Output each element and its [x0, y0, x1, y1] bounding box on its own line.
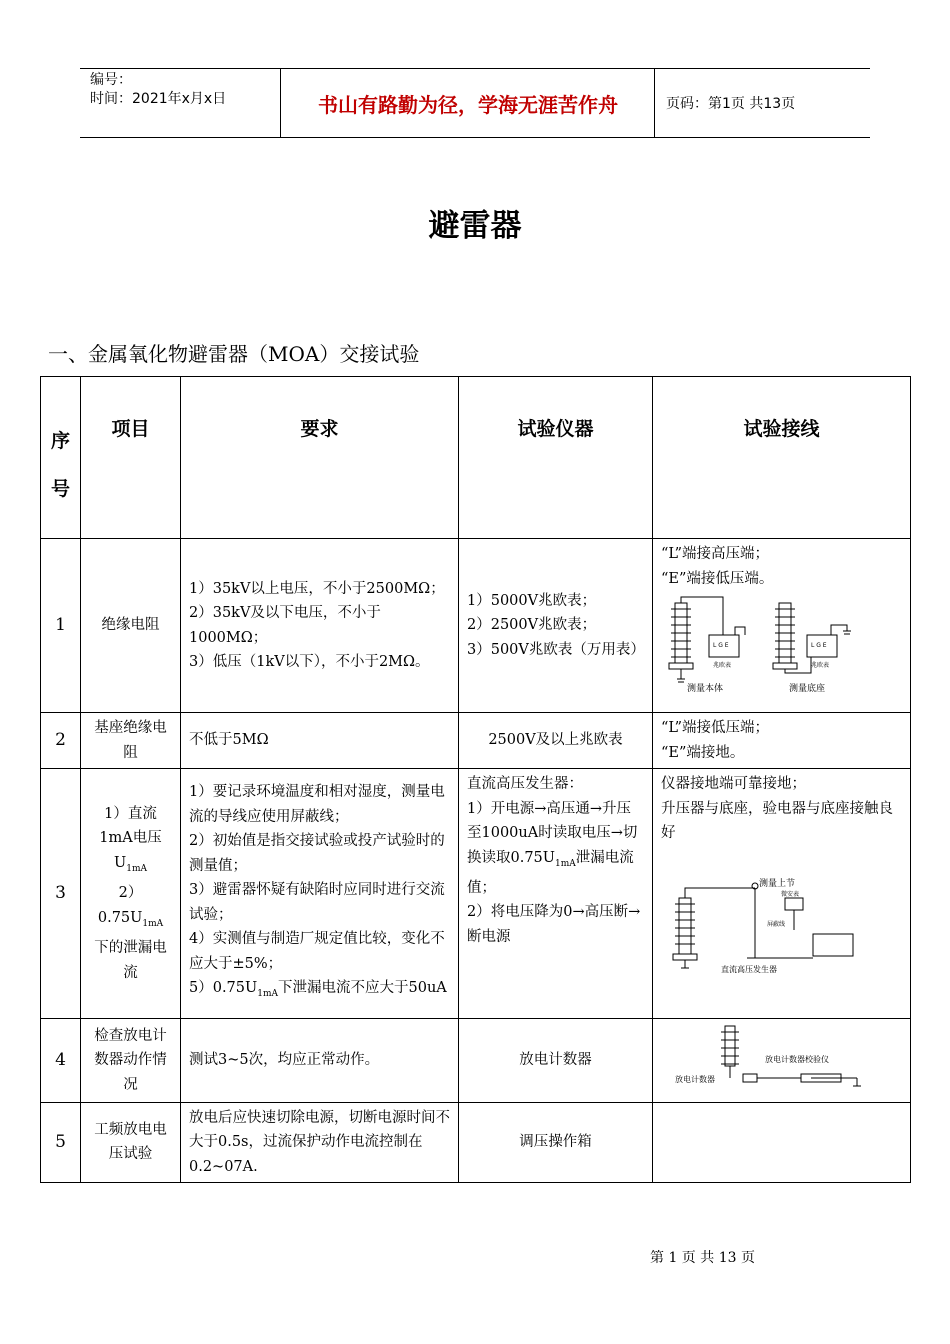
table-row — [41, 1102, 911, 1183]
row-requirement: 测试3~5次，均应正常动作。 — [181, 1019, 459, 1103]
wiring-line: “L”端接高压端； — [661, 546, 769, 562]
row-wiring — [653, 769, 911, 1019]
instrument-line: 1）开电源→高压通→升压至1000uA时读取电压→切换读取$0.75U_{1mA}$泄漏电流值； — [467, 800, 638, 896]
row-item: 工频放电电压试验 — [81, 1102, 181, 1183]
header-item: 项目 — [81, 377, 181, 539]
diagram-label-generator: 直流高压发生器 — [721, 964, 777, 974]
row-seq: 4 — [41, 1019, 81, 1103]
diagram-label-meter: 微安表 — [781, 890, 800, 898]
req-line: 2）35kV及以下电压，不小于1000MΩ； — [189, 605, 381, 646]
dc-leakage-test-diagram — [661, 876, 861, 976]
header-meta — [80, 69, 281, 137]
meter-label-b: 兆欧表 — [811, 662, 830, 669]
row-wiring — [653, 713, 911, 769]
instrument-line: 3）500V兆欧表（万用表） — [467, 641, 645, 658]
counter-check-diagram — [661, 1022, 881, 1090]
row-seq: 5 — [41, 1102, 81, 1183]
row-wiring — [653, 1102, 911, 1183]
meter-terminals-a: L G E — [713, 642, 729, 649]
header-requirement: 要求 — [181, 377, 459, 539]
req-line: $5)0.75U_{1mA}$下泄漏电流不应大于50uA — [189, 980, 447, 1000]
table-row — [41, 1019, 911, 1103]
diagram-label-base: 测量底座 — [789, 684, 826, 694]
req-line: 2）初始值是指交接试验或投产试验时的测量值； — [189, 833, 445, 874]
table-header-row — [41, 377, 911, 539]
row-item: 检查放电计数器动作情况 — [81, 1019, 181, 1103]
instrument-line: 直流高压发生器： — [467, 776, 583, 792]
insulation-test-diagram — [661, 595, 861, 695]
row-wiring — [653, 539, 911, 713]
meter-terminals-b: L G E — [811, 642, 827, 649]
wiring-line: 升压器与底座，验电器与底座接触良好 — [661, 800, 893, 841]
item-line: 1）直流 — [104, 805, 157, 822]
diagram-label-shield: 屏蔽线 — [767, 920, 786, 928]
diagram-label-counter: 放电计数器 — [675, 1075, 715, 1084]
instrument-line: 1）5000V兆欧表； — [467, 592, 597, 609]
header-instrument: 试验仪器 — [459, 377, 653, 539]
time-label: 时间：2021年x月x日 — [90, 91, 227, 107]
item-line: 1mA电压 — [99, 830, 162, 847]
section-title: 一、金属氧化物避雷器（MOA）交接试验 — [48, 342, 420, 366]
row-seq: 1 — [41, 539, 81, 713]
table-row — [41, 539, 911, 713]
row-wiring — [653, 1019, 911, 1103]
item-line: $2)0.75U_{1mA}$ — [97, 885, 164, 929]
instrument-line: 2）将电压降为0→高压断→断电源 — [467, 904, 641, 945]
row-requirement: 放电后应快速切除电源，切断电源时间不大于0.5s，过流保护动作电流控制在0.2~07A. — [181, 1102, 459, 1183]
row-requirement: 不低于5MΩ — [181, 713, 459, 769]
meter-label-a: 兆欧表 — [713, 662, 732, 669]
row-item — [81, 769, 181, 1019]
row-item: 绝缘电阻 — [81, 539, 181, 713]
header-page-info: 页码：第1页 共13页 — [666, 96, 796, 112]
req-line: 1）要记录环境温度和相对湿度，测量电流的导线应使用屏蔽线； — [189, 784, 445, 825]
header-seq: 序号 — [41, 377, 81, 539]
row-instrument — [459, 769, 653, 1019]
diagram-label-body: 测量本体 — [687, 684, 724, 694]
row-instrument: 放电计数器 — [459, 1019, 653, 1103]
test-table — [40, 376, 911, 1183]
header-wiring: 试验接线 — [653, 377, 911, 539]
table-row — [41, 713, 911, 769]
req-line: 3）低压（1kV以下），不小于2MΩ。 — [189, 654, 430, 670]
instrument-line: 2）2500V兆欧表； — [467, 617, 597, 634]
diagram-label-tester: 放电计数器校验仪 — [765, 1055, 829, 1064]
row-requirement — [181, 769, 459, 1019]
diagram-label-top: 测量上节 — [759, 878, 796, 889]
row-instrument: 2500V及以上兆欧表 — [459, 713, 653, 769]
row-item: 基座绝缘电阻 — [81, 713, 181, 769]
row-instrument — [459, 539, 653, 713]
row-instrument: 调压操作箱 — [459, 1102, 653, 1183]
row-seq: 2 — [41, 713, 81, 769]
req-line: 1）35kV以上电压，不小于2500MΩ； — [189, 580, 445, 597]
wiring-line: “E”端接地。 — [661, 744, 745, 761]
document-title: 避雷器 — [428, 208, 522, 244]
wiring-line: “E”端接低压端。 — [661, 570, 774, 587]
number-label: 编号： — [90, 72, 132, 88]
req-line: 3）避雷器怀疑有缺陷时应同时进行交流试验； — [189, 882, 445, 923]
wiring-line: “L”端接低压端； — [661, 720, 769, 736]
row-requirement — [181, 539, 459, 713]
item-line: 下的泄漏电流 — [94, 940, 167, 981]
header-motto: 书山有路勤为径，学海无涯苦作舟 — [282, 69, 655, 137]
page-header — [80, 68, 870, 138]
item-line: $U_{1mA}$ — [114, 854, 147, 874]
table-row — [41, 769, 911, 1019]
row-seq: 3 — [41, 769, 81, 1019]
page-footer: 第 1 页 共 13 页 — [650, 1250, 755, 1266]
wiring-line: 仪器接地端可靠接地； — [661, 776, 806, 792]
req-line: 4）实测值与制造厂规定值比较，变化不应大于±5%； — [189, 931, 445, 972]
